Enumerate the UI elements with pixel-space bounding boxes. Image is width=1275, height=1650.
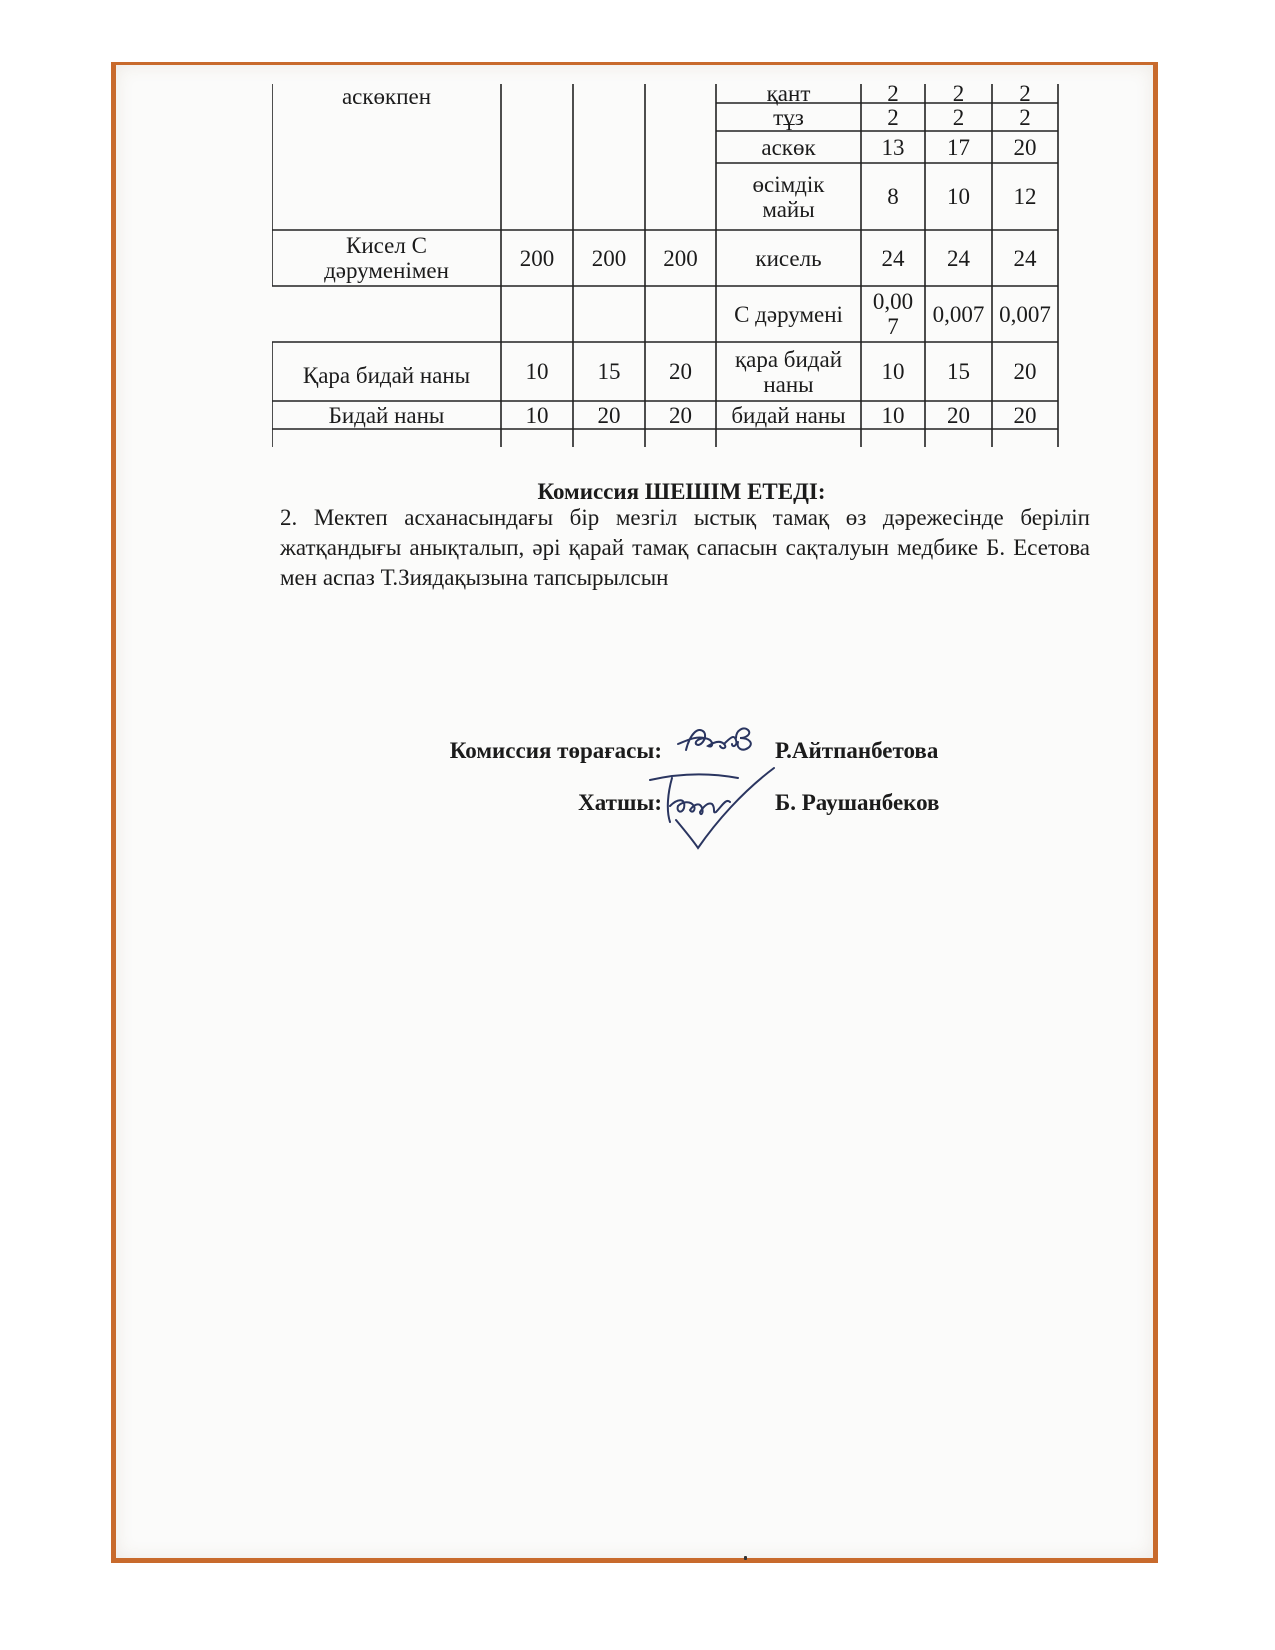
value-cell: 2 <box>887 81 899 106</box>
ingredient-cell: тұз <box>773 104 804 130</box>
value-cell: 2 <box>952 104 965 130</box>
value-cell: 12 <box>1013 184 1037 209</box>
value-cell: 24 <box>947 245 970 271</box>
grams-cell: 200 <box>591 245 627 271</box>
secretary-label: Хатшы: <box>578 790 662 815</box>
value-cell: 24 <box>881 245 905 271</box>
secretary-signature-icon <box>646 762 786 852</box>
value-cell: 2 <box>1019 81 1031 106</box>
ingredient-cell: қара бидай наны <box>734 346 843 397</box>
grams-cell: 10 <box>525 359 549 384</box>
ingredient-cell: аскөк <box>761 134 816 160</box>
value-cell: 8 <box>887 184 899 209</box>
value-cell: 20 <box>1013 359 1037 384</box>
value-cell: 20 <box>1013 134 1037 160</box>
value-cell: 2 <box>1019 104 1031 130</box>
chair-signature-icon <box>674 720 760 760</box>
value-cell: 13 <box>881 134 905 160</box>
ingredients-table <box>272 81 1091 447</box>
ingredient-cell: С дәрумені <box>734 301 843 327</box>
dish-cell: Кисел С дәруменімен <box>324 233 449 283</box>
value-cell: 20 <box>947 402 970 428</box>
value-cell: 2 <box>952 81 965 106</box>
value-cell: 24 <box>1013 245 1037 271</box>
value-cell: 0,007 <box>932 301 985 327</box>
page-mark <box>744 1556 747 1560</box>
value-cell: 15 <box>947 359 970 384</box>
value-cell: 2 <box>887 104 899 130</box>
secretary-name: Б. Раушанбеков <box>775 790 940 815</box>
decision-paragraph: 2. Мектеп асханасындағы бір мезгіл ыстық тамақ өз дәрежесінде беріліп жатқандығы анықталып, әрі қарай тамақ сапасын сақталуын медбике Б. Есетова мен аспаз Т.Зиядақызына тапсырылсын <box>280 505 1090 590</box>
value-cell: 10 <box>881 402 905 428</box>
value-cell: 20 <box>1013 402 1037 428</box>
ingredient-cell: өсімдік майы <box>752 171 825 222</box>
ingredient-cell: кисель <box>755 245 822 271</box>
grams-cell: 200 <box>519 245 555 271</box>
value-cell: 17 <box>947 134 970 160</box>
dish-cell: аскөкпен <box>341 84 432 109</box>
value-cell: 0,007 <box>999 301 1051 327</box>
grams-cell: 20 <box>669 402 692 428</box>
decision-heading: Комиссия ШЕШІМ ЕТЕДІ: <box>537 479 826 504</box>
grams-cell: 20 <box>669 359 692 384</box>
grams-cell: 20 <box>597 402 621 428</box>
dish-cell: Бидай наны <box>328 402 445 428</box>
value-cell: 10 <box>947 184 970 209</box>
chair-label: Комиссия төрағасы: <box>449 738 662 763</box>
ingredient-cell: бидай наны <box>731 402 846 428</box>
dish-cell: Қара бидай наны <box>302 363 471 388</box>
grams-cell: 10 <box>525 402 549 428</box>
ingredient-cell: қант <box>766 81 811 106</box>
value-cell: 10 <box>881 359 905 384</box>
chair-name: Р.Айтпанбетова <box>775 738 939 763</box>
grams-cell: 200 <box>663 245 698 271</box>
grams-cell: 15 <box>597 359 621 384</box>
value-cell: 0,007 <box>872 289 914 339</box>
